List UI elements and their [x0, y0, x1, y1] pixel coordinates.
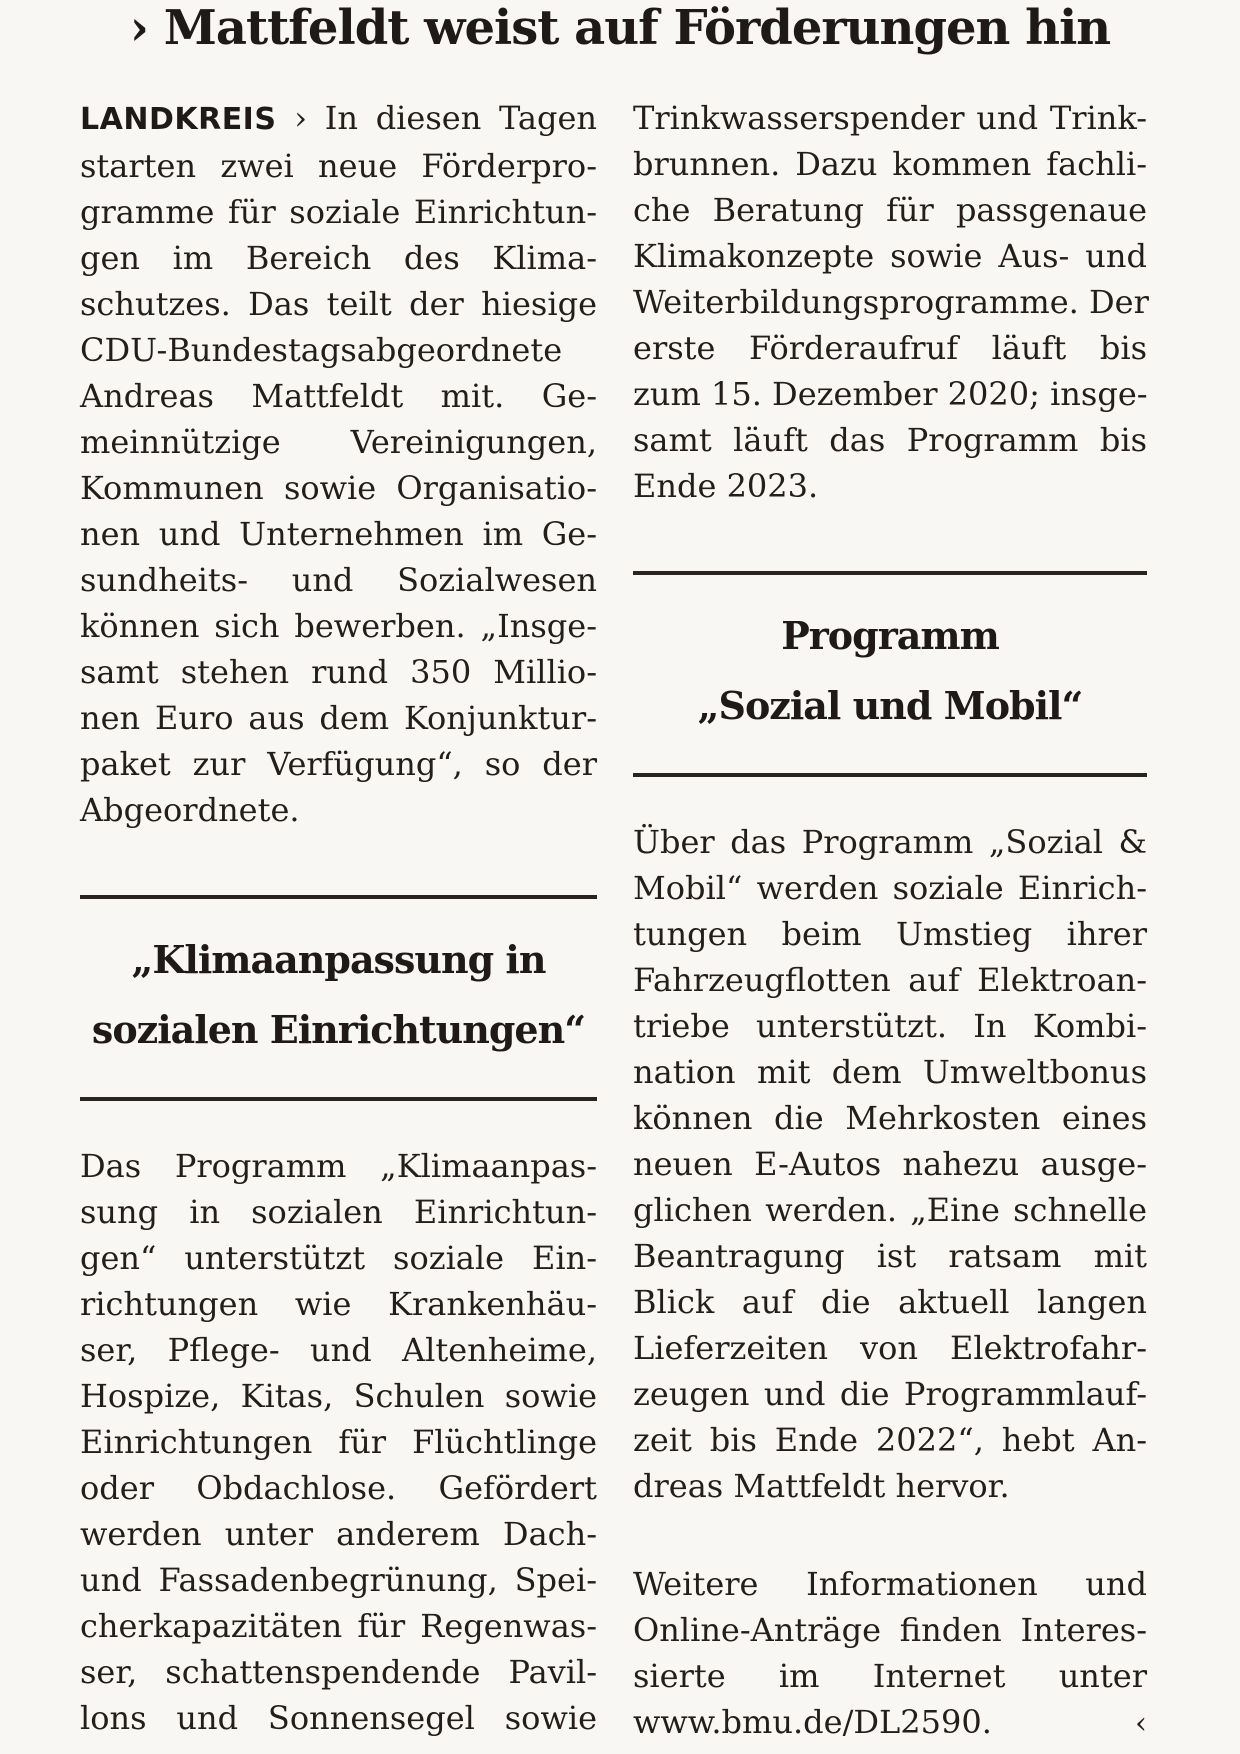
text-line: richtungen wie Krankenhäu- [80, 1285, 597, 1323]
text-line: Weitere Informationen und [633, 1565, 1147, 1603]
subheading-line-1: Programm [781, 613, 999, 658]
text-line: tungen beim Umstieg ihrer [633, 915, 1147, 953]
text-line: gramme für soziale Einrichtun- [80, 193, 597, 231]
text-line: nation mit dem Umweltbonus [633, 1053, 1147, 1091]
text-line: ser, schattenspendende Pavil- [80, 1653, 597, 1691]
lead-line-rest: › In diesen Tagen [294, 99, 598, 137]
text-line: glichen werden. „Eine schnelle [633, 1191, 1147, 1229]
text-line: Klimakonzepte sowie Aus- und [633, 237, 1147, 275]
text-line: neuen E-Autos nahezu ausge- [633, 1145, 1147, 1183]
text-line: starten zwei neue Förderpro- [80, 147, 597, 185]
text-line: zeugen und die Programmlauf- [633, 1375, 1147, 1413]
text-line: Abgeordnete. [80, 791, 300, 829]
text-line: Das Programm „Klimaanpas- [80, 1147, 597, 1185]
text-line: meinnützige Vereinigungen, [80, 423, 597, 461]
paragraph-klimaanpassung-details [80, 1143, 597, 1741]
text-line: Kommunen sowie Organisatio- [80, 469, 597, 507]
text-line: sung in sozialen Einrichtun- [80, 1193, 597, 1231]
text-line: ser, Pflege- und Altenheime, [80, 1331, 597, 1369]
text-line: Weiterbildungsprogramme. Der [633, 283, 1149, 321]
text-line: Einrichtungen für Flüchtlinge [80, 1423, 597, 1461]
right-column [633, 95, 1147, 1747]
text-line: Trinkwasserspender und Trink- [633, 99, 1147, 137]
text-line: können sich bewerben. „Insge- [80, 607, 597, 645]
paragraph-foerderaufruf [633, 95, 1147, 509]
text-line: können die Mehrkosten eines [633, 1099, 1147, 1137]
text-line: Über das Programm „Sozial & [633, 823, 1147, 861]
text-line: Online-Anträge finden Interes- [633, 1611, 1147, 1649]
text-line: sundheits- und Sozialwesen [80, 561, 597, 599]
text-line: nen und Unternehmen im Ge- [80, 515, 597, 553]
text-line: che Beratung für passgenaue [633, 191, 1147, 229]
text-line: Beantragung ist ratsam mit [633, 1237, 1147, 1275]
text-line: CDU-Bundestagsabgeordnete [80, 331, 563, 369]
text-line: Hospize, Kitas, Schulen sowie [80, 1377, 597, 1415]
article-url: www.bmu.de/DL2590. [633, 1703, 992, 1741]
location-kicker: LANDKREIS [80, 102, 277, 137]
text-line: gen im Bereich des Klima- [80, 239, 597, 277]
text-line: lons und Sonnensegel sowie [80, 1699, 597, 1737]
text-line: Blick auf die aktuell langen [633, 1283, 1147, 1321]
paragraph-intro [80, 95, 597, 833]
paragraph-weitere-informationen [633, 1561, 1147, 1699]
text-line: sierte im Internet unter [633, 1657, 1147, 1695]
text-line: nen Euro aus dem Konjunktur- [80, 699, 597, 737]
text-line: schutzes. Das teilt der hiesige [80, 285, 597, 323]
subheading-klimaanpassung [80, 895, 597, 1101]
text-line: und Fassadenbegrünung, Spei- [80, 1561, 597, 1599]
text-line: gen“ unterstützt soziale Ein- [80, 1239, 597, 1277]
left-column [80, 95, 597, 1741]
subheading-line-1: „Klimaanpassung in [131, 937, 546, 982]
subheading-sozial-und-mobil [633, 571, 1147, 777]
text-line: Ende 2023. [633, 467, 819, 505]
text-line: Andreas Mattfeldt mit. Ge- [80, 377, 597, 415]
paragraph-sozial-mobil-details [633, 819, 1147, 1509]
text-line: triebe unterstützt. In Kombi- [633, 1007, 1147, 1045]
text-line: paket zur Verfügung“, so der [80, 745, 597, 783]
article-headline: › Mattfeldt weist auf Förderungen hin [129, 0, 1111, 56]
article-end-mark-icon: ‹ [1135, 1706, 1147, 1741]
final-line [633, 1699, 1147, 1747]
text-line: erste Förderaufruf läuft bis [633, 329, 1147, 367]
text-line: samt läuft das Programm bis [633, 421, 1147, 459]
text-line: zeit bis Ende 2022“, hebt An- [633, 1421, 1147, 1459]
text-line: cherkapazitäten für Regenwas- [80, 1607, 597, 1645]
text-line: brunnen. Dazu kommen fachli- [633, 145, 1147, 183]
lead-line [80, 95, 597, 143]
text-line: Fahrzeugflotten auf Elektroan- [633, 961, 1147, 999]
text-line: Lieferzeiten von Elektrofahr- [633, 1329, 1147, 1367]
text-line: Mobil“ werden soziale Einrich- [633, 869, 1147, 907]
text-line: dreas Mattfeldt hervor. [633, 1467, 1010, 1505]
text-line: oder Obdachlose. Gefördert [80, 1469, 597, 1507]
subheading-line-2: sozialen Einrichtungen“ [91, 1007, 586, 1052]
text-line: zum 15. Dezember 2020; insge- [633, 375, 1148, 413]
text-line: werden unter anderem Dach- [80, 1515, 597, 1553]
subheading-line-2: „Sozial und Mobil“ [697, 683, 1083, 728]
text-line: samt stehen rund 350 Millio- [80, 653, 597, 691]
